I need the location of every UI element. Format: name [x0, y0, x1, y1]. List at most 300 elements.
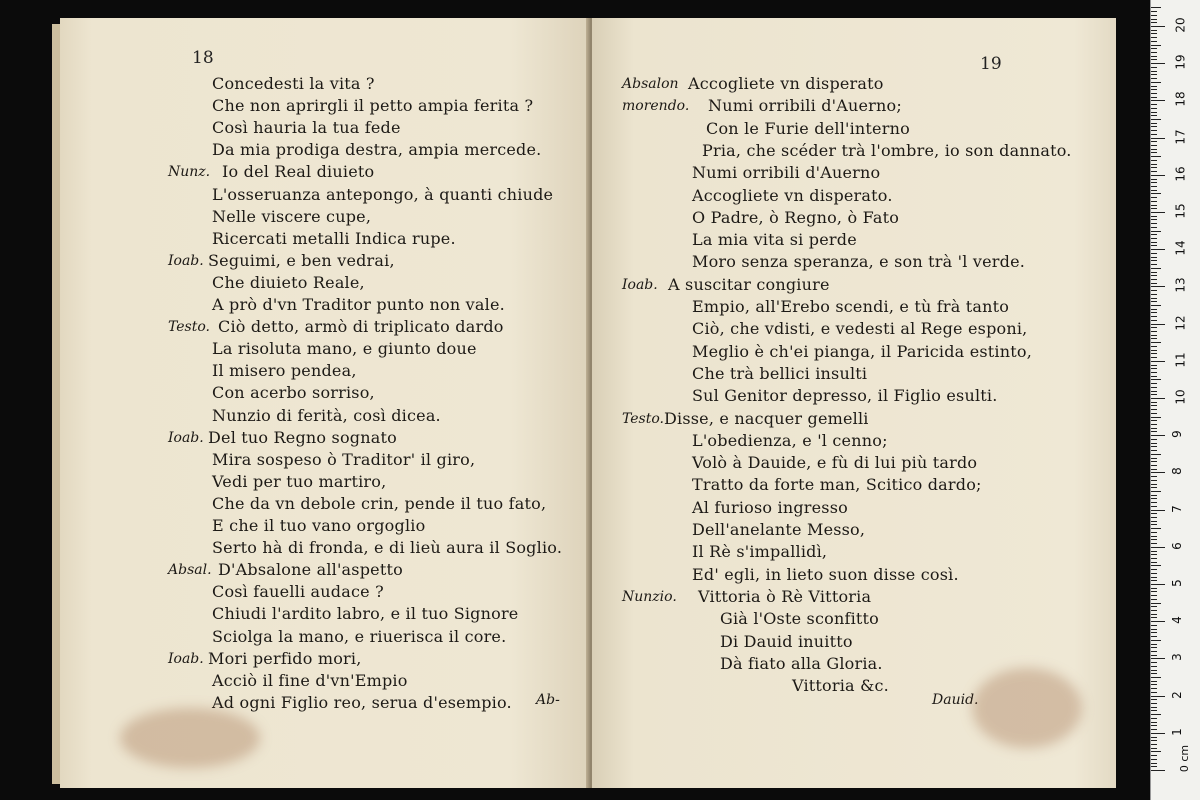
- ruler-unit-label: 0 cm: [1178, 744, 1192, 773]
- ruler-tick: [1151, 417, 1161, 418]
- ruler-number: 20: [1173, 17, 1188, 33]
- ruler-tick: [1151, 740, 1157, 741]
- verse-line: Serto hà di fronda, e di lieù aura il Soglio.: [212, 538, 563, 558]
- ruler-tick: [1151, 357, 1157, 358]
- verse-line: Che non aprirgli il petto ampia ferita ?: [212, 96, 534, 116]
- ruler-tick: [1151, 510, 1165, 511]
- ruler-tick: [1151, 710, 1157, 711]
- ruler-tick: [1151, 446, 1157, 447]
- speaker-label: Ioab.: [168, 429, 204, 446]
- ruler-number: 16: [1173, 166, 1188, 182]
- ruler-tick: [1151, 748, 1157, 749]
- ruler-tick: [1151, 59, 1157, 60]
- verse-line: Seguimi, e ben vedrai,: [208, 250, 395, 270]
- ruler-tick: [1151, 52, 1157, 53]
- ruler-number: 17: [1173, 128, 1188, 145]
- ruler-tick: [1151, 588, 1157, 589]
- ruler-tick: [1151, 424, 1157, 425]
- ruler-tick: [1151, 599, 1157, 600]
- ruler-tick: [1151, 595, 1157, 596]
- ruler-tick: [1151, 751, 1161, 752]
- ruler-tick: [1151, 662, 1157, 663]
- ruler-tick: [1151, 766, 1157, 767]
- verse-line: O Padre, ò Regno, ò Fato: [692, 207, 900, 227]
- ruler-tick: [1151, 119, 1161, 120]
- ruler-tick: [1151, 699, 1157, 700]
- verse-line: Che trà bellici insulti: [692, 363, 868, 383]
- ruler-tick: [1151, 93, 1157, 94]
- ruler-tick: [1151, 703, 1157, 704]
- page-number: 18: [192, 48, 214, 68]
- ruler-tick: [1151, 644, 1157, 645]
- ruler-tick: [1151, 234, 1157, 235]
- ruler-tick: [1151, 71, 1157, 72]
- verse-line: Moro senza speranza, e son trà 'l verde.: [692, 252, 1026, 272]
- ruler-tick: [1151, 45, 1161, 46]
- ruler-tick: [1151, 152, 1157, 153]
- ruler-tick: [1151, 402, 1157, 403]
- ruler-tick: [1151, 350, 1157, 351]
- ruler-tick: [1151, 632, 1157, 633]
- ruler-tick: [1151, 684, 1157, 685]
- ruler-tick: [1151, 193, 1161, 194]
- ruler-tick: [1151, 513, 1157, 514]
- ruler-tick: [1151, 219, 1157, 220]
- ruler-number: 10: [1173, 389, 1188, 405]
- ruler-tick: [1151, 41, 1157, 42]
- ruler-tick: [1151, 714, 1161, 715]
- ruler-tick: [1151, 272, 1157, 273]
- ruler-tick: [1151, 260, 1157, 261]
- ruler-tick: [1151, 74, 1157, 75]
- ruler-tick: [1151, 610, 1157, 611]
- ruler-tick: [1151, 156, 1161, 157]
- verse-line: Del tuo Regno sognato: [208, 427, 397, 447]
- verse-line: Vittoria ò Rè Vittoria: [698, 586, 872, 606]
- ruler-tick: [1151, 37, 1157, 38]
- ruler-tick: [1151, 722, 1157, 723]
- ruler-tick: [1151, 718, 1157, 719]
- ruler-tick: [1151, 309, 1157, 310]
- ruler-tick: [1151, 584, 1165, 585]
- verse-line: Con le Furie dell'interno: [706, 118, 910, 138]
- catchword: Ab-: [536, 692, 560, 708]
- ruler-tick: [1151, 97, 1157, 98]
- verse-line: L'obedienza, e 'l cenno;: [692, 430, 888, 450]
- ruler-tick: [1151, 283, 1157, 284]
- ruler-tick: [1151, 431, 1157, 432]
- ruler-tick: [1151, 167, 1157, 168]
- ruler-tick: [1151, 33, 1157, 34]
- ruler-tick: [1151, 707, 1157, 708]
- ruler-tick: [1151, 275, 1157, 276]
- ruler-tick: [1151, 655, 1157, 656]
- speaker-label: Nunz.: [168, 164, 211, 181]
- ruler-tick: [1151, 149, 1157, 150]
- ruler-tick: [1151, 123, 1157, 124]
- verse-line: E che il tuo vano orgoglio: [212, 516, 426, 535]
- ruler-tick: [1151, 677, 1161, 678]
- verse-line: Nelle viscere cupe,: [212, 206, 372, 226]
- ruler-tick: [1151, 227, 1157, 228]
- ruler-tick: [1151, 636, 1157, 637]
- ruler-number: 2: [1169, 690, 1184, 699]
- ruler-tick: [1151, 517, 1157, 518]
- ruler-number: 14: [1173, 240, 1188, 256]
- ruler-tick: [1151, 138, 1165, 139]
- verse-line: Sciolga la mano, e riuerisca il core.: [212, 626, 507, 646]
- ruler-tick: [1151, 536, 1157, 537]
- speaker-label: Ioab.: [168, 650, 204, 667]
- ruler-tick: [1151, 472, 1165, 473]
- ruler-tick: [1151, 569, 1157, 570]
- ruler-tick: [1151, 558, 1157, 559]
- ruler-tick: [1151, 212, 1165, 213]
- ruler-tick: [1151, 670, 1157, 671]
- ruler-tick: [1151, 554, 1157, 555]
- ruler-number: 1: [1169, 727, 1184, 736]
- verse-line: Chiudi l'ardito labro, e il tuo Signore: [212, 604, 519, 624]
- ruler-tick: [1151, 100, 1165, 101]
- ruler-tick: [1151, 15, 1157, 16]
- ruler-tick: [1151, 573, 1157, 574]
- ruler-tick: [1151, 126, 1157, 127]
- ruler-tick: [1151, 175, 1165, 176]
- ruler-tick: [1151, 420, 1157, 421]
- ruler-tick: [1151, 316, 1157, 317]
- ruler-tick: [1151, 294, 1157, 295]
- verse-line: Già l'Oste sconfitto: [720, 609, 879, 629]
- speaker-label: Ioab.: [622, 276, 658, 293]
- ruler-tick: [1151, 249, 1165, 250]
- ruler-tick: [1151, 681, 1157, 682]
- ruler-tick: [1151, 409, 1157, 410]
- ruler-tick: [1151, 22, 1157, 23]
- verse-line: Nunzio di ferità, così dicea.: [212, 405, 441, 425]
- verse-line: Al furioso ingresso: [692, 497, 848, 517]
- ruler-number: 8: [1169, 467, 1184, 476]
- ruler-tick: [1151, 621, 1165, 622]
- ruler-tick: [1151, 56, 1157, 57]
- verse-line: Sul Genitor depresso, il Figlio esulti.: [692, 386, 998, 406]
- ruler-tick: [1151, 688, 1157, 689]
- catchword: Dauid.: [932, 692, 979, 708]
- ruler-tick: [1151, 19, 1157, 20]
- ruler-tick: [1151, 487, 1157, 488]
- ruler-tick: [1151, 439, 1157, 440]
- ruler-tick: [1151, 320, 1157, 321]
- verse-line: Acciò il fine d'vn'Empio: [212, 670, 408, 690]
- ruler-tick: [1151, 547, 1165, 548]
- ruler-tick: [1151, 7, 1161, 8]
- ruler-tick: [1151, 298, 1157, 299]
- ruler-tick: [1151, 361, 1165, 362]
- ruler-tick: [1151, 208, 1157, 209]
- ruler-tick: [1151, 134, 1157, 135]
- ruler-tick: [1151, 112, 1157, 113]
- ruler-tick: [1151, 372, 1157, 373]
- foxing-stain: [972, 668, 1082, 748]
- ruler-tick: [1151, 201, 1157, 202]
- ruler-number: 15: [1173, 203, 1188, 219]
- page-number: 19: [980, 54, 1002, 74]
- ruler-tick: [1151, 759, 1157, 760]
- ruler-tick: [1151, 335, 1157, 336]
- verse-line: Concedesti la vita ?: [212, 74, 375, 93]
- ruler-tick: [1151, 305, 1161, 306]
- ruler-tick: [1151, 264, 1157, 265]
- ruler-tick: [1151, 524, 1157, 525]
- ruler-tick: [1151, 692, 1157, 693]
- verse-line: Che diuieto Reale,: [212, 272, 365, 292]
- verse-line: La mia vita si perde: [692, 230, 857, 250]
- ruler-tick: [1151, 617, 1157, 618]
- ruler-tick: [1151, 231, 1161, 232]
- ruler-number: 18: [1173, 91, 1188, 108]
- speaker-label: Absalon: [622, 76, 679, 92]
- ruler-tick: [1151, 48, 1157, 49]
- ruler-tick: [1151, 629, 1157, 630]
- ruler-tick: [1151, 186, 1157, 187]
- verse-line: A suscitar congiure: [668, 274, 830, 294]
- speaker-label: Absal.: [168, 562, 212, 579]
- verse-line: Che da vn debole crin, pende il tuo fato,: [212, 493, 547, 513]
- verse-line: Così hauria la tua fede: [212, 118, 401, 138]
- speaker-label: morendo.: [622, 98, 690, 115]
- verse-line: L'osseruanza antepongo, à quanti chiude: [212, 184, 554, 204]
- verse-line: Disse, e nacquer gemelli: [664, 408, 869, 428]
- ruler-tick: [1151, 461, 1157, 462]
- ruler-tick: [1151, 651, 1157, 652]
- ruler-number: 11: [1173, 352, 1188, 368]
- ruler-tick: [1151, 640, 1161, 641]
- ruler-tick: [1151, 290, 1157, 291]
- ruler-tick: [1151, 551, 1157, 552]
- verse-line: Vedi per tuo martiro,: [212, 471, 387, 491]
- ruler-tick: [1151, 744, 1157, 745]
- ruler-tick: [1151, 562, 1157, 563]
- ruler-tick: [1151, 67, 1157, 68]
- ruler-tick: [1151, 666, 1157, 667]
- verse-line: Il misero pendea,: [212, 361, 357, 381]
- ruler-tick: [1151, 495, 1157, 496]
- ruler-tick: [1151, 108, 1157, 109]
- ruler-tick: [1151, 755, 1157, 756]
- ruler-tick: [1151, 387, 1157, 388]
- ruler-tick: [1151, 327, 1157, 328]
- ruler-number: 13: [1173, 277, 1188, 294]
- verse-line: Ed' egli, in lieto suon disse così.: [692, 564, 959, 584]
- ruler-tick: [1151, 458, 1157, 459]
- ruler-tick: [1151, 394, 1157, 395]
- ruler-tick: [1151, 770, 1165, 771]
- verse-line: Tratto da forte man, Scitico dardo;: [692, 475, 982, 495]
- ruler-tick: [1151, 257, 1157, 258]
- ruler-tick: [1151, 725, 1157, 726]
- ruler-tick: [1151, 469, 1157, 470]
- verse-line: Mira sospeso ò Traditor' il giro,: [212, 449, 476, 469]
- ruler-tick: [1151, 279, 1157, 280]
- ruler-tick: [1151, 223, 1157, 224]
- verse-line: A prò d'vn Traditor punto non vale.: [212, 295, 505, 314]
- ruler-tick: [1151, 737, 1157, 738]
- ruler-tick: [1151, 115, 1157, 116]
- ruler-tick: [1151, 591, 1157, 592]
- ruler-tick: [1151, 171, 1157, 172]
- ruler-tick: [1151, 383, 1157, 384]
- verse-line: Empio, all'Erebo scendi, e tù frà tanto: [692, 297, 1010, 316]
- ruler-tick: [1151, 480, 1157, 481]
- ruler-tick: [1151, 539, 1157, 540]
- verse-line: Accogliete vn disperato.: [692, 185, 893, 205]
- ruler-tick: [1151, 331, 1157, 332]
- ruler-tick: [1151, 312, 1157, 313]
- verse-line: Vittoria &c.: [792, 676, 889, 696]
- ruler-tick: [1151, 379, 1161, 380]
- ruler-tick: [1151, 606, 1157, 607]
- ruler-tick: [1151, 603, 1161, 604]
- ruler-tick: [1151, 301, 1157, 302]
- ruler-tick: [1151, 26, 1165, 27]
- ruler-tick: [1151, 647, 1157, 648]
- ruler-tick: [1151, 197, 1157, 198]
- ruler-tick: [1151, 63, 1165, 64]
- ruler-tick: [1151, 376, 1157, 377]
- ruler-tick: [1151, 286, 1165, 287]
- verse-line: Numi orribili d'Auerno;: [708, 96, 902, 116]
- ruler-tick: [1151, 398, 1165, 399]
- ruler-tick: [1151, 130, 1157, 131]
- ruler-tick: [1151, 502, 1157, 503]
- ruler-tick: [1151, 253, 1157, 254]
- ruler-tick: [1151, 532, 1157, 533]
- foxing-stain: [120, 708, 260, 768]
- ruler-tick: [1151, 658, 1165, 659]
- verse-line: Ricercati metalli Indica rupe.: [212, 228, 456, 248]
- verse-line: Con acerbo sorriso,: [212, 383, 375, 403]
- speaker-label: Ioab.: [168, 252, 204, 269]
- ruler-tick: [1151, 179, 1157, 180]
- ruler-tick: [1151, 164, 1157, 165]
- ruler-number: 9: [1169, 430, 1184, 439]
- ruler-tick: [1151, 577, 1157, 578]
- ruler-tick: [1151, 476, 1157, 477]
- ruler-tick: [1151, 346, 1157, 347]
- ruler-tick: [1151, 498, 1157, 499]
- ruler-tick: [1151, 338, 1157, 339]
- ruler-number: 5: [1169, 579, 1184, 587]
- verse-line: Numi orribili d'Auerno: [692, 163, 881, 183]
- verse-line: Ciò detto, armò di triplicato dardo: [218, 317, 504, 337]
- ruler-tick: [1151, 696, 1165, 697]
- ruler-tick: [1151, 353, 1157, 354]
- ruler-tick: [1151, 763, 1157, 764]
- ruler-tick: [1151, 543, 1157, 544]
- verse-line: Dà fiato alla Gloria.: [720, 653, 883, 673]
- ruler-number: 7: [1169, 504, 1184, 513]
- ruler-tick: [1151, 391, 1157, 392]
- ruler-number: 19: [1173, 54, 1188, 70]
- ruler-number: 12: [1173, 314, 1188, 331]
- ruler-tick: [1151, 454, 1161, 455]
- ruler-tick: [1151, 145, 1157, 146]
- ruler-tick: [1151, 405, 1157, 406]
- ruler-tick: [1151, 625, 1157, 626]
- verse-line: Mori perfido mori,: [208, 648, 362, 668]
- ruler-tick: [1151, 104, 1157, 105]
- ruler-tick: [1151, 450, 1157, 451]
- verse-line: Così fauelli audace ?: [212, 582, 384, 602]
- ruler-tick: [1151, 368, 1157, 369]
- verse-line: Il Rè s'impallidì,: [692, 542, 828, 562]
- ruler-tick: [1151, 484, 1157, 485]
- ruler-number: 4: [1169, 616, 1184, 625]
- ruler-tick: [1151, 428, 1157, 429]
- right-page: [592, 18, 1116, 788]
- ruler-tick: [1151, 565, 1161, 566]
- verse-line: Accogliete vn disperato: [688, 74, 884, 93]
- ruler-tick: [1151, 216, 1157, 217]
- verse-line: Di Dauid inuitto: [720, 631, 853, 651]
- verse-line: Dell'anelante Messo,: [692, 520, 866, 539]
- ruler-tick: [1151, 190, 1157, 191]
- ruler-tick: [1151, 238, 1157, 239]
- ruler-tick: [1151, 673, 1157, 674]
- verse-line: Da mia prodiga destra, ampia mercede.: [212, 140, 542, 160]
- ruler-number: 6: [1169, 541, 1184, 550]
- ruler-tick: [1151, 78, 1157, 79]
- ruler-tick: [1151, 205, 1157, 206]
- ruler-tick: [1151, 324, 1165, 325]
- ruler-tick: [1151, 182, 1157, 183]
- ruler-number: 3: [1169, 653, 1184, 662]
- verse-line: Volò à Dauide, e fù di lui più tardo: [692, 453, 978, 473]
- ruler-tick: [1151, 506, 1157, 507]
- verse-line: Ciò, che vdisti, e vedesti al Rege esponi,: [692, 319, 1028, 339]
- ruler-tick: [1151, 521, 1157, 522]
- ruler-tick: [1151, 141, 1157, 142]
- ruler-tick: [1151, 491, 1161, 492]
- ruler-tick: [1151, 30, 1157, 31]
- verse-line: Io del Real diuieto: [222, 162, 375, 182]
- ruler-tick: [1151, 86, 1157, 87]
- measurement-ruler: [1150, 0, 1200, 800]
- ruler-tick: [1151, 89, 1157, 90]
- ruler-tick: [1151, 242, 1157, 243]
- ruler-tick: [1151, 365, 1157, 366]
- ruler-tick: [1151, 268, 1161, 269]
- ruler-tick: [1151, 729, 1157, 730]
- speaker-label: Nunzio.: [622, 588, 677, 605]
- left-page: [60, 18, 590, 788]
- ruler-tick: [1151, 82, 1161, 83]
- verse-line: La risoluta mano, e giunto doue: [212, 339, 477, 359]
- ruler-tick: [1151, 342, 1161, 343]
- ruler-tick: [1151, 580, 1157, 581]
- ruler-tick: [1151, 443, 1157, 444]
- ruler-tick: [1151, 11, 1157, 12]
- verse-line: Meglio è ch'ei pianga, il Paricida estinto,: [692, 341, 1032, 361]
- speaker-label: Testo.: [622, 410, 664, 427]
- ruler-tick: [1151, 614, 1157, 615]
- verse-line: Pria, che scéder trà l'ombre, io son dannato.: [702, 140, 1072, 160]
- ruler-tick: [1151, 245, 1157, 246]
- ruler-tick: [1151, 733, 1165, 734]
- ruler-tick: [1151, 528, 1161, 529]
- ruler-tick: [1151, 435, 1165, 436]
- speaker-label: Testo.: [168, 319, 210, 336]
- ruler-tick: [1151, 465, 1157, 466]
